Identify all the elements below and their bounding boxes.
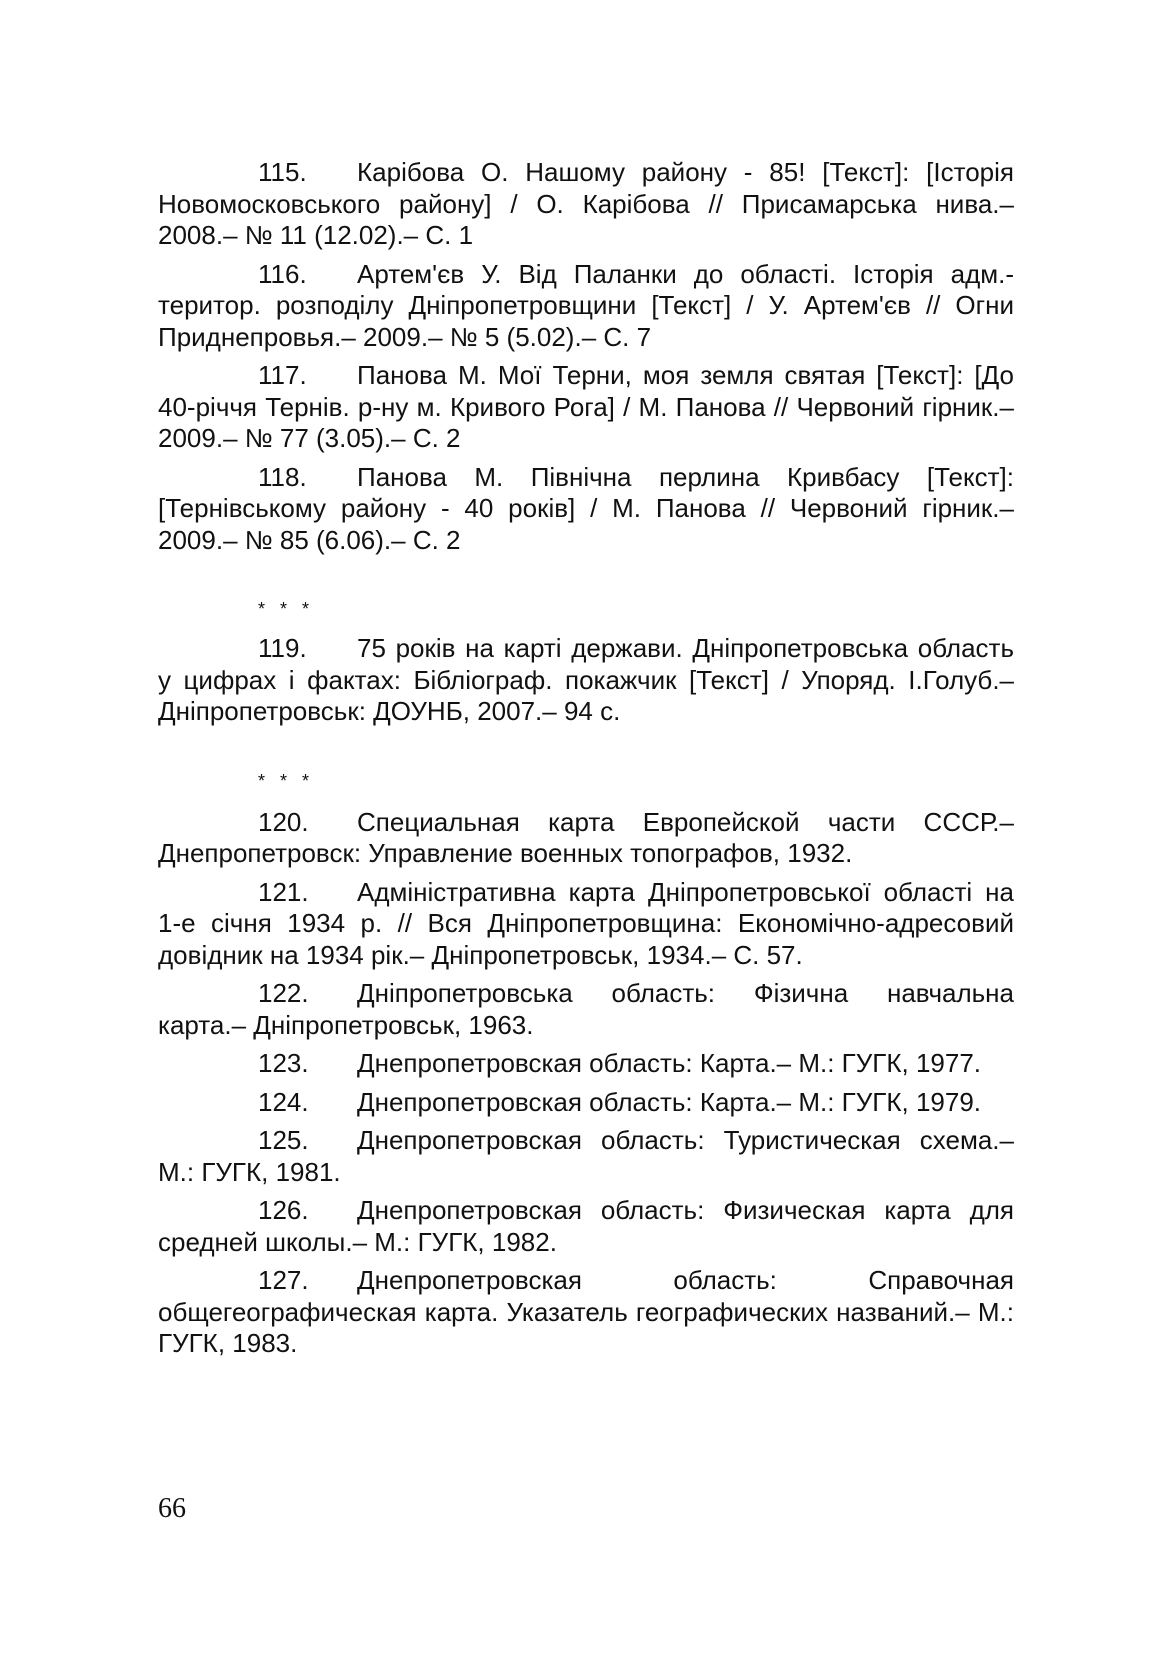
section-separator: * * *: [258, 770, 315, 791]
entry-text: Днепропетровская область: Туристическая схема.– М.: ГУГК, 1981.: [158, 1125, 1014, 1187]
entry-number: 120.: [258, 806, 309, 837]
bibliography-entry: [158, 1265, 1014, 1360]
bibliography-entry: [158, 259, 1014, 354]
bibliography-entry: [158, 360, 1014, 455]
entry-number: 127.: [258, 1265, 309, 1295]
page-number: 66: [158, 1493, 186, 1524]
bibliography-entry: [158, 1195, 1014, 1258]
bibliography-entry: [158, 462, 1014, 557]
entry-text: Дніпропетровська область: Фізична навчальна карта.– Дніпропетровськ, 1963.: [158, 978, 1014, 1040]
entry-text: Артем'єв У. Від Паланки до області. Історія адм.-територ. розподілу Дніпропетровщини [Текст] / У. Артем'єв // Огни Приднепровья.– 2009.– № 5 (5.02).– С. 7: [158, 258, 1014, 352]
bibliography-entry: [158, 1125, 1014, 1188]
entry-number: 119.: [258, 633, 307, 663]
entry-number: 123.: [258, 1048, 309, 1078]
entry-text: Карібова О. Нашому району - 85! [Текст]: [Історія Новомосковського району] / О. Карібова // Присамарська нива.– 2008.– № 11 (12.02).– С. 1: [158, 157, 1014, 250]
entry-text: Днепропетровская область: Карта.– М.: ГУГК, 1977.: [357, 1048, 982, 1078]
bibliography-entry: [158, 877, 1014, 972]
bibliography-entry: [158, 978, 1014, 1041]
section-separator: * * *: [258, 599, 315, 619]
entry-text: Адміністративна карта Дніпропетровської області на 1-е січня 1934 р. // Вся Дніпропетровщина: Економічно-адресовий довідник на 1934 рік.– Дніпропетровськ, 1934.– С. 57.: [158, 876, 1014, 970]
entry-number: 116.: [258, 258, 307, 289]
entry-text: Панова М. Мої Терни, моя земля святая [Текст]: [До 40-річчя Тернів. р-ну м. Кривого Рога] / М. Панова // Червоний гірник.– 2009.– № 77 (3.05).– С. 2: [158, 360, 1014, 453]
entry-text: Днепропетровская область: Карта.– М.: ГУГК, 1979.: [357, 1086, 982, 1117]
entry-text: Панова М. Північна перлина Кривбасу [Текст]: [Тернівському району - 40 років] / М. Панова // Червоний гірник.– 2009.– № 85 (6.06).– С. 2: [158, 461, 1014, 555]
bibliography-entry: [158, 1048, 1014, 1080]
page-content: [158, 157, 1014, 1367]
entry-number: 125.: [258, 1125, 309, 1155]
entry-text: 75 років на карті держави. Дніпропетровська область у цифрах і фактах: Бібліограф. покажчик [Текст] / Упоряд. І.Голуб.– Дніпропетровськ: ДОУНБ, 2007.– 94 с.: [158, 633, 1014, 726]
entry-number: 124.: [258, 1086, 309, 1117]
bibliography-entry: [158, 157, 1014, 252]
entry-text: Днепропетровская область: Физическая карта для средней школы.– М.: ГУГК, 1982.: [158, 1195, 1014, 1257]
entry-number: 126.: [258, 1195, 309, 1225]
entry-text: Днепропетровская область: Справочная общегеографическая карта. Указатель географических названий.– М.: ГУГК, 1983.: [158, 1265, 1014, 1358]
bibliography-entry: [158, 807, 1014, 870]
entry-number: 122.: [258, 978, 309, 1008]
entry-text: Специальная карта Европейской части СССР.– Днепропетровск: Управление военных топографов, 1932.: [158, 806, 1014, 868]
bibliography-entry: [158, 1087, 1014, 1119]
entry-number: 121.: [258, 876, 309, 907]
entry-number: 115.: [258, 157, 307, 187]
entry-number: 117.: [258, 360, 307, 390]
entry-number: 118.: [258, 461, 307, 492]
bibliography-entry: [158, 633, 1014, 728]
